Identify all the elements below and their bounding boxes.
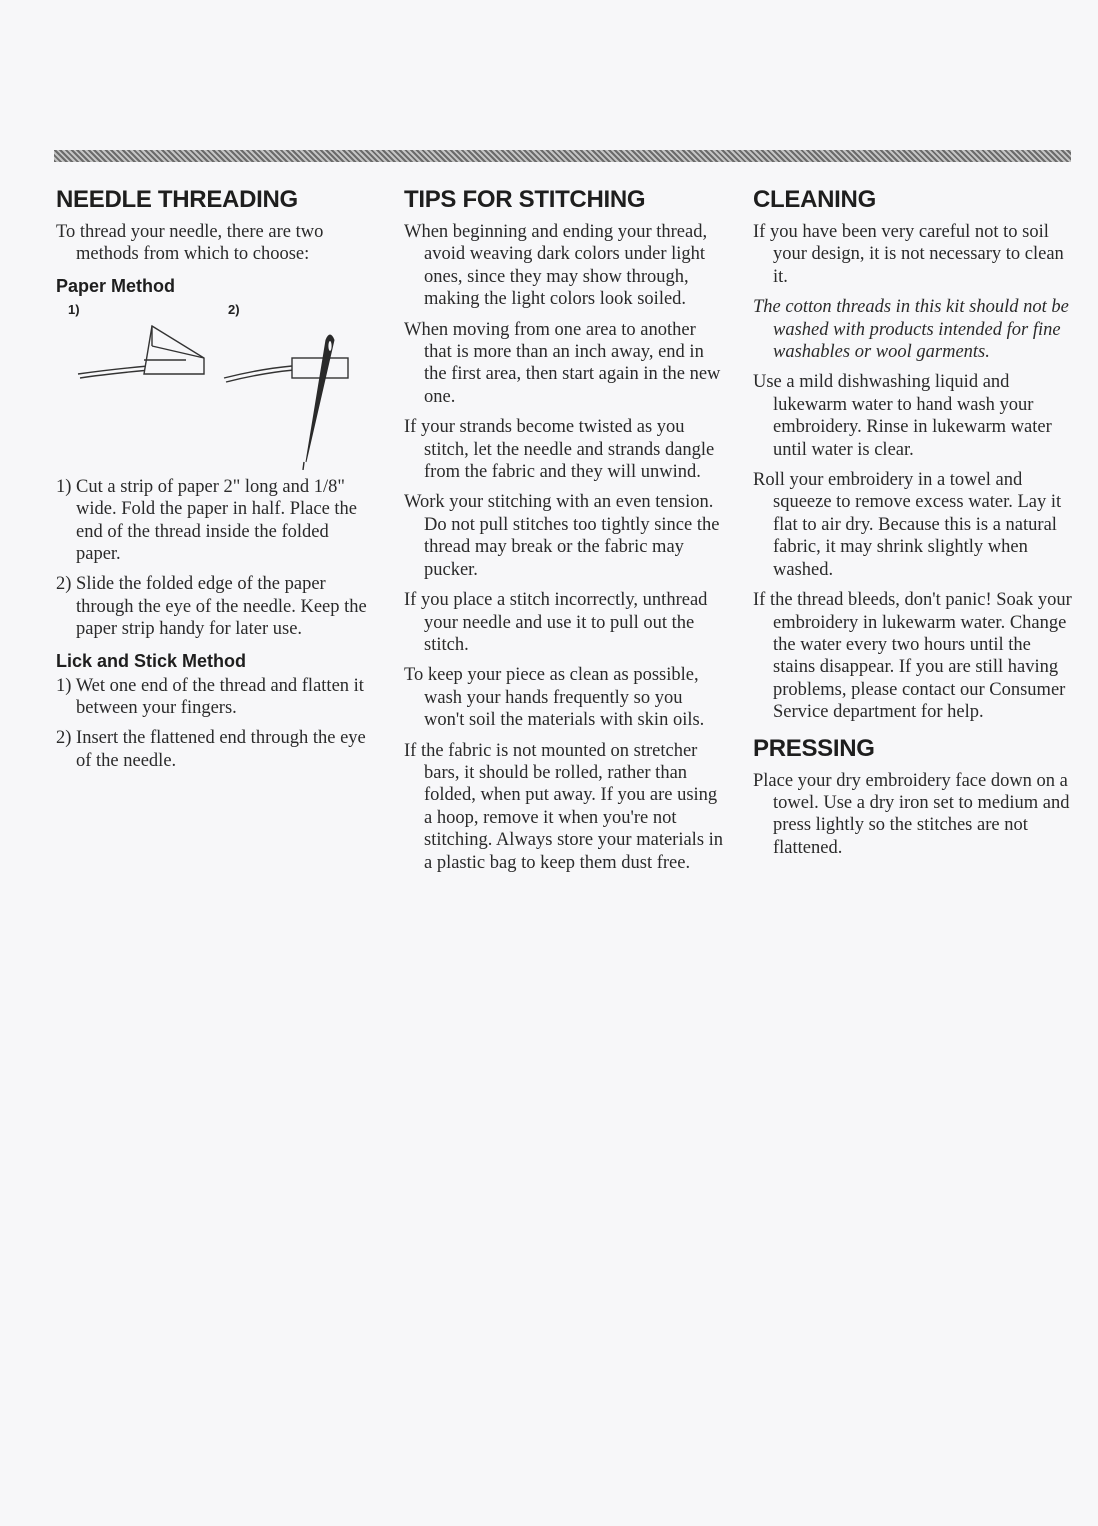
tips-paragraph: If the fabric is not mounted on stretcher bars, it should be rolled, rather than folded, when put away. If you are using a hoop, remove it when you're not stitching. Always store your materials in a plastic bag to keep them dust free. xyxy=(404,740,724,873)
paper-method-step-1: 1) Cut a strip of paper 2" long and 1/8" wide. Fold the paper in half. Place the end of the thread inside the folded paper. xyxy=(56,476,358,565)
figure-label-1: 1) xyxy=(68,301,80,317)
cleaning-heading: CLEANING xyxy=(753,186,876,213)
top-divider-rule xyxy=(54,150,1071,162)
figure-label-2: 2) xyxy=(228,301,240,317)
tips-paragraph: When moving from one area to another that is more than an inch away, end in the first area, then start again in the new one. xyxy=(404,319,721,407)
threading-diagram-svg xyxy=(56,302,376,470)
cleaning-paragraph: If you have been very careful not to soil your design, it is not necessary to clean it. xyxy=(753,222,1064,287)
cleaning-italic-note: The cotton threads in this kit should not be washed with products intended for fine washables or wool garments. xyxy=(753,297,1069,363)
lick-method-heading: Lick and Stick Method xyxy=(56,650,247,671)
pressing-paragraph: Place your dry embroidery face down on a towel. Use a dry iron set to medium and press lightly so the stitches are not flattened. xyxy=(753,770,1070,858)
needle-threading-intro: To thread your needle, there are two methods from which to choose: xyxy=(56,222,324,265)
tips-paragraph: If you place a stitch incorrectly, unthread your needle and use it to pull out the stitch. xyxy=(404,590,708,655)
paper-method-heading: Paper Method xyxy=(56,275,176,296)
tips-paragraph: To keep your piece as clean as possible, wash your hands frequently so you won't soil the materials with skin oils. xyxy=(404,665,705,731)
needle-threading-column xyxy=(56,183,378,780)
folded-paper-thread-icon xyxy=(78,326,204,378)
tips-column xyxy=(404,183,726,882)
tips-paragraph: Work your stitching with an even tension. Do not pull stitches too tightly since the thread may break or the fabric may pucker. xyxy=(404,492,720,580)
cleaning-column xyxy=(753,183,1075,867)
cleaning-paragraph: If the thread bleeds, don't panic! Soak your embroidery in lukewarm water. Change the water every two hours until the stains disappear. If you are still having problems, please contact our Consumer Service department for help. xyxy=(753,590,1072,723)
tips-paragraph: If your strands become twisted as you stitch, let the needle and strands dangle from the fabric and they will unwind. xyxy=(404,417,715,483)
lick-method-step-1: 1) Wet one end of the thread and flatten it between your fingers. xyxy=(56,675,364,719)
tips-heading: TIPS FOR STITCHING xyxy=(404,186,646,213)
tips-paragraph: When beginning and ending your thread, avoid weaving dark colors under light ones, since they may show through, making the light colors look soiled. xyxy=(404,222,708,310)
needle-threading-heading: NEEDLE THREADING xyxy=(56,186,298,213)
lick-method-step-2: 2) Insert the flattened end through the eye of the needle. xyxy=(56,728,366,771)
paper-method-illustration xyxy=(56,302,376,470)
cleaning-paragraph: Use a mild dishwashing liquid and lukewarm water to hand wash your embroidery. Rinse in lukewarm water until water is clear. xyxy=(753,372,1052,460)
pressing-heading: PRESSING xyxy=(753,734,875,762)
cleaning-paragraph: Roll your embroidery in a towel and squeeze to remove excess water. Lay it flat to air dry. Because this is a natural fabric, it may shrink slightly when washed. xyxy=(753,470,1062,580)
needle-with-paper-icon xyxy=(224,335,348,470)
paper-method-step-2: 2) Slide the folded edge of the paper through the eye of the needle. Keep the paper strip handy for later use. xyxy=(56,574,367,640)
